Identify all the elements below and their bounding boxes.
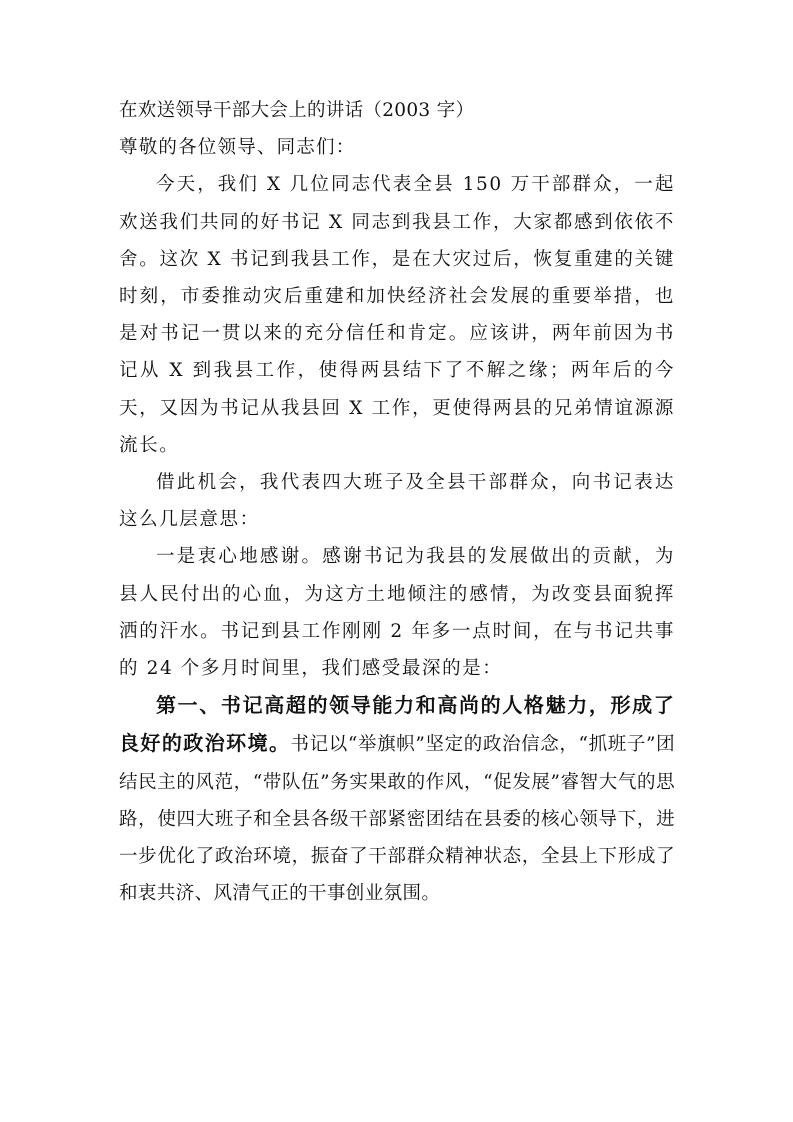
- point-one-body: 书记以“举旗帜”坚定的政治信念，“抓班子”团结民主的风范，“带队伍”务实果敢的作风，“促发展”睿智大气的思路，使四大班子和全县各级干部紧密团结在县委的核心领导下，进一步优化了政治环境，振奋了干部群众精神状态，全县上下形成了和衷共济、风清气正的干事创业氛围。: [119, 734, 675, 905]
- speech-body: [119, 92, 675, 912]
- paragraph-intro: 借此机会，我代表四大班子及全县干部群众，向书记表达这么几层意思：: [119, 472, 675, 531]
- salutation: 尊敬的各位领导、同志们：: [119, 137, 356, 159]
- point-one-heading: 第一、书记高超的领导能力和高尚的人格魅力，形成了良好的政治环境。: [119, 693, 675, 756]
- paragraph-point-one: [119, 687, 675, 912]
- paragraph-gratitude: 一是衷心地感谢。感谢书记为我县的发展做出的贡献，为县人民付出的心血，为这方土地倾注的感情，为改变县面貌挥洒的汗水。书记到县工作刚刚 2 年多一点时间，在与书记共事的 24 个多月时间里，我们感受最深的是：: [119, 546, 675, 680]
- document-title: 在欢送领导干部大会上的讲话（2003 字）: [119, 100, 475, 121]
- paragraph-opening: 今天，我们 X 几位同志代表全县 150 万干部群众，一起欢送我们共同的好书记 X 同志到我县工作，大家都感到依依不舍。这次 X 书记到我县工作，是在大灾过后，恢复重建的关键时刻，市委推动灾后重建和加快经济社会发展的重要举措，也是对书记一贯以来的充分信任和肯定。应该讲，两年前因为书记从 X 到我县工作，使得两县结下了不解之缘；两年后的今天，又因为书记从我县回 X 工作，更使得两县的兄弟情谊源源流长。: [119, 174, 675, 456]
